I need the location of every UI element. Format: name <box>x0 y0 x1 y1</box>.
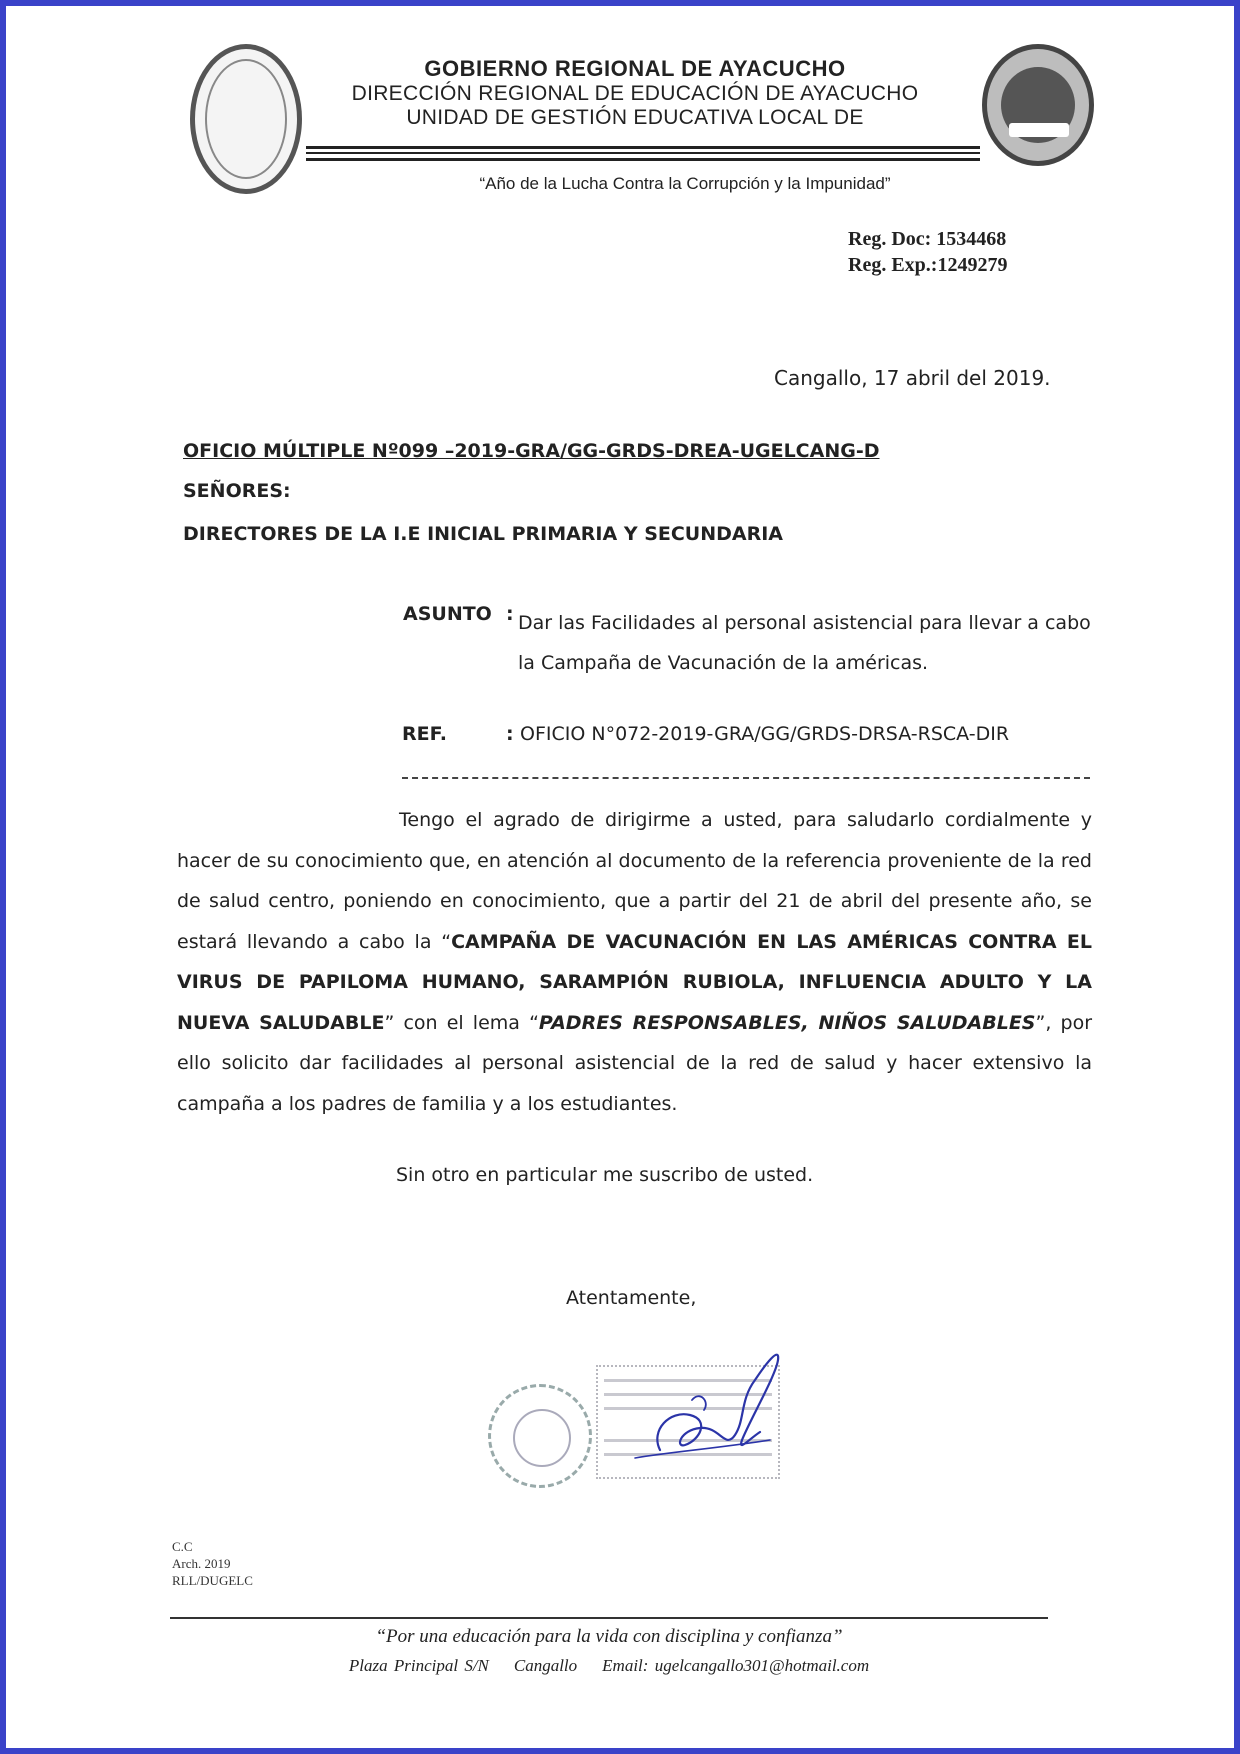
body-part-3: ”, por ello solicito dar facilidades al personal asistencial de la red de salud y hacer extensivo la campaña a los padres de familia y a los estudiantes. <box>177 1011 1093 1115</box>
handwritten-signature-icon <box>630 1340 800 1470</box>
closing-line: Sin otro en particular me suscribo de usted. <box>396 1164 814 1186</box>
asunto-text: Dar las Facilidades al personal asistencial para llevar a cabo la Campaña de Vacunación de la américas. <box>518 612 1091 674</box>
round-stamp-icon <box>488 1384 592 1488</box>
salutation: SEÑORES: <box>183 480 291 502</box>
cc-line-1: C.C <box>172 1539 193 1554</box>
ref-label: REF. <box>402 723 448 745</box>
footer-email: Email: ugelcangallo301@hotmail.com <box>602 1656 870 1675</box>
seal-badge <box>1009 123 1069 137</box>
body-paragraph <box>177 800 1092 1124</box>
dashed-separator <box>402 777 1090 779</box>
reg-exp: Reg. Exp.:1249279 <box>848 254 1008 276</box>
letterhead-line-1: GOBIERNO REGIONAL DE AYACUCHO <box>424 56 846 81</box>
footer-contact <box>170 1656 1048 1676</box>
body-part-1: Tengo el agrado de dirigirme a usted, para saludarlo cordialmente y hacer de su conocimiento que, en atención al documento de la referencia proveniente de la red de salud centro, poniendo en conocimiento, que a partir del 21 de abril del presente año, se estará llevando a cabo la “ <box>177 809 1092 953</box>
letterhead-line-3: UNIDAD DE GESTIÓN EDUCATIVA LOCAL DE <box>406 106 864 129</box>
ugel-seal-icon <box>982 44 1094 166</box>
footer-rule <box>170 1617 1048 1619</box>
cc-line-2: Arch. 2019 <box>172 1556 231 1571</box>
recipient-directors: DIRECTORES DE LA I.E INICIAL PRIMARIA Y SECUNDARIA <box>183 523 784 545</box>
header-rule <box>306 158 980 161</box>
letterhead-line-2: DIRECCIÓN REGIONAL DE EDUCACIÓN DE AYACUCHO <box>351 82 919 105</box>
body-part-2: ” con el lema “ <box>384 1011 539 1034</box>
oficio-number: OFICIO MÚLTIPLE Nº099 –2019-GRA/GG-GRDS-DREA-UGELCANG-D <box>183 440 880 462</box>
footer-city: Cangallo <box>513 1656 578 1675</box>
regional-government-seal-icon <box>190 44 302 194</box>
footer-motto: “Por una educación para la vida con disciplina y confianza” <box>375 1626 843 1647</box>
cc-line-3: RLL/DUGELC <box>172 1573 253 1588</box>
header-rule <box>306 146 980 149</box>
cc-block <box>172 1538 253 1589</box>
header-rule <box>306 152 980 154</box>
letterhead <box>300 56 970 130</box>
letter-date: Cangallo, 17 abril del 2019. <box>774 366 1051 390</box>
campaign-slogan: PADRES RESPONSABLES, NIÑOS SALUDABLES <box>538 1011 1036 1034</box>
ref-colon: : <box>506 723 514 745</box>
seal-inner-ring <box>205 59 287 179</box>
registry-block <box>848 226 1007 278</box>
asunto-label: ASUNTO <box>403 603 492 625</box>
sign-off: Atentamente, <box>566 1287 697 1309</box>
campaign-name: CAMPAÑA DE VACUNACIÓN EN LAS AMÉRICAS CONTRA EL VIRUS DE PAPILOMA HUMANO, SARAMPIÓN RUBIOLA, INFLUENCIA ADULTO Y LA NUEVA SALUDABLE <box>177 930 1092 1034</box>
asunto-colon: : <box>506 603 514 625</box>
ref-text: OFICIO N°072-2019-GRA/GG/GRDS-DRSA-RSCA-DIR <box>520 723 1010 745</box>
reg-doc: Reg. Doc: 1534468 <box>848 228 1007 250</box>
footer-address: Plaza Principal S/N <box>348 1656 489 1675</box>
year-motto: “Año de la Lucha Contra la Corrupción y la Impunidad” <box>479 174 891 193</box>
round-stamp-emblem <box>513 1409 571 1467</box>
